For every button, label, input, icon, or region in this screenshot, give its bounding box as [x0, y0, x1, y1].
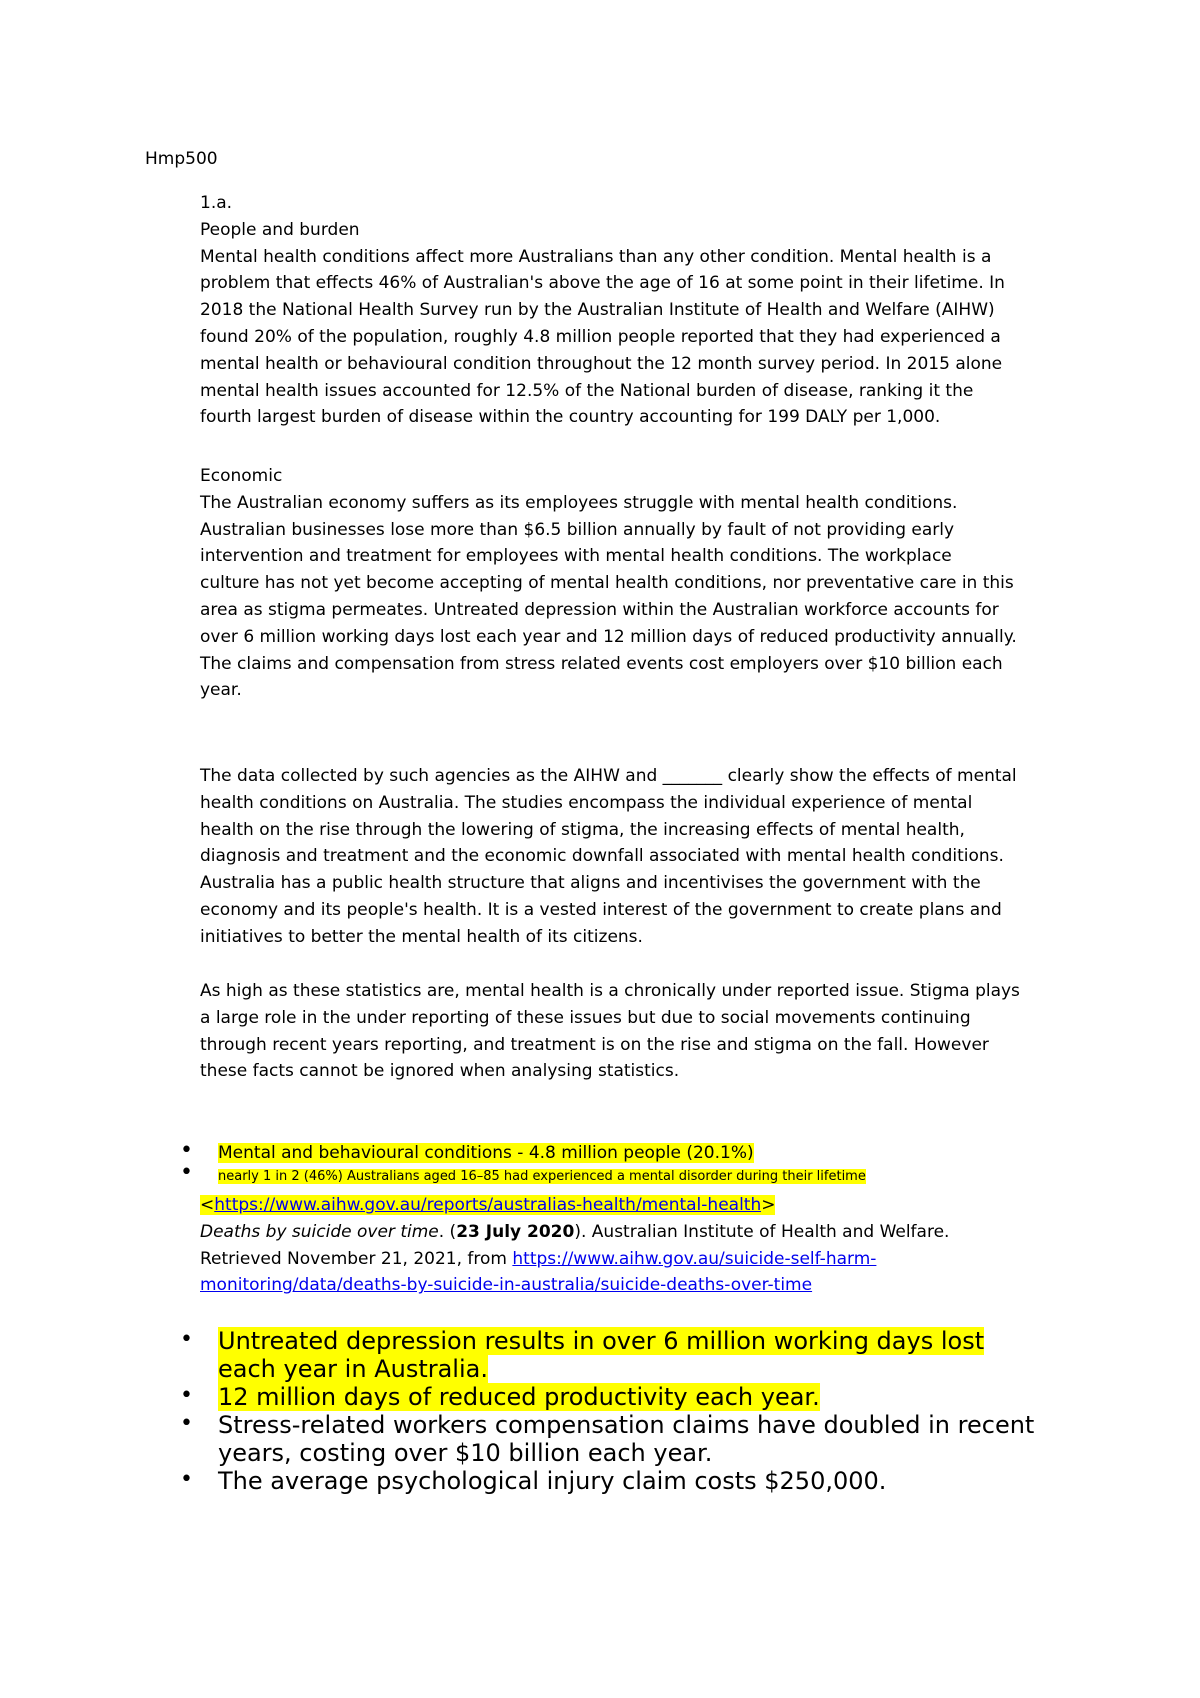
section-data-collected — [200, 763, 1080, 951]
paragraph-line: fourth largest burden of disease within the country accounting for 199 DALY per 1,000. — [200, 407, 941, 428]
section-statistics — [200, 978, 1080, 1085]
citation-separator: . ( — [438, 1221, 457, 1242]
paragraph-line: over 6 million working days lost each year and 12 million days of reduced productivity annually. — [200, 626, 1017, 647]
question-label: 1.a. — [200, 193, 233, 213]
url-open-bracket: < — [200, 1195, 215, 1215]
paragraph-line: mental health issues accounted for 12.5% of the National burden of disease, ranking it the — [200, 380, 974, 401]
paragraph-line: economy and its people's health. It is a vested interest of the government to create plans and — [200, 899, 1002, 920]
citation-line — [200, 1219, 1080, 1246]
citation-date: 23 July 2020 — [456, 1221, 575, 1242]
paragraph-line: intervention and treatment for employees with mental health conditions. The workplace — [200, 546, 952, 567]
key-facts-list — [180, 1327, 1080, 1495]
paragraph-line: these facts cannot be ignored when analysing statistics. — [200, 1061, 680, 1082]
paragraph-line: a large role in the under reporting of these issues but due to social movements continuing — [200, 1007, 971, 1028]
highlighted-text: nearly 1 in 2 (46%) Australians aged 16–85 had experienced a mental disorder during their lifetime — [218, 1169, 866, 1184]
paragraph-line: Australian businesses lose more than $6.5 billion annually by fault of not providing early — [200, 519, 955, 540]
citation-publisher: ). Australian Institute of Health and Welfare. — [574, 1221, 950, 1242]
aihw-mental-health-link[interactable]: https://www.aihw.gov.au/reports/australias-health/mental-health — [214, 1195, 762, 1215]
suicide-deaths-link[interactable]: https://www.aihw.gov.au/suicide-self-harm- — [512, 1248, 877, 1269]
suicide-deaths-link-cont[interactable]: monitoring/data/deaths-by-suicide-in-australia/suicide-deaths-over-time — [200, 1275, 813, 1296]
fact-text: The average psychological injury claim costs $250,000. — [218, 1467, 887, 1495]
list-item — [180, 1140, 1080, 1166]
document-title: Hmp500 — [145, 149, 218, 169]
section-people-and-burden — [200, 190, 1080, 431]
paragraph-line: The data collected by such agencies as the AIHW and _______ clearly show the effects of mental — [200, 766, 1017, 786]
paragraph-line: mental health or behavioural condition throughout the 12 month survey period. In 2015 alone — [200, 353, 1003, 374]
list-item — [180, 1327, 1080, 1383]
retrieved-line — [200, 1246, 1080, 1273]
highlighted-text: Untreated depression results in over 6 million working days lost — [218, 1327, 985, 1355]
section-heading: People and burden — [200, 219, 360, 240]
paragraph-line: area as stigma permeates. Untreated depression within the Australian workforce accounts for — [200, 599, 999, 620]
citation-title: Deaths by suicide over time — [200, 1221, 439, 1242]
list-item — [180, 1411, 1080, 1467]
retrieved-text: Retrieved November 21, 2021, from — [200, 1248, 513, 1269]
highlighted-text: 12 million days of reduced productivity each year. — [218, 1383, 820, 1411]
section-heading: Economic — [200, 466, 283, 486]
paragraph-line: year. — [200, 680, 242, 701]
list-item — [180, 1383, 1080, 1411]
highlighted-text: each year in Australia. — [218, 1355, 488, 1383]
list-item — [180, 1166, 1080, 1188]
paragraph-line: As high as these statistics are, mental health is a chronically under reported issue. Stigma plays — [200, 981, 1020, 1001]
highlighted-bullet-list — [180, 1140, 1080, 1188]
highlighted-text: Mental and behavioural conditions - 4.8 million people (20.1%) — [218, 1143, 754, 1163]
paragraph-line: problem that effects 46% of Australian's above the age of 16 at some point in their lifetime. In — [200, 273, 1005, 294]
paragraph-line: diagnosis and treatment and the economic downfall associated with mental health conditions. — [200, 846, 1004, 867]
paragraph-line: found 20% of the population, roughly 4.8 million people reported that they had experienced a — [200, 326, 1001, 347]
paragraph-line: The Australian economy suffers as its employees struggle with mental health conditions. — [200, 492, 958, 513]
paragraph-line: Mental health conditions affect more Australians than any other condition. Mental health is a — [200, 246, 992, 267]
retrieved-line-cont — [200, 1272, 1080, 1299]
list-item — [180, 1467, 1080, 1495]
url-close-bracket: > — [761, 1195, 776, 1215]
reference-url-line — [200, 1192, 1080, 1219]
paragraph-line: The claims and compensation from stress related events cost employers over $10 billion each — [200, 653, 1003, 674]
references — [200, 1192, 1080, 1299]
paragraph-line: initiatives to better the mental health of its citizens. — [200, 926, 643, 947]
fact-text: years, costing over $10 billion each year. — [218, 1439, 713, 1467]
paragraph-line: health conditions on Australia. The studies encompass the individual experience of mental — [200, 792, 973, 813]
paragraph-line: Australia has a public health structure that aligns and incentivises the government with the — [200, 873, 981, 894]
paragraph-line: health on the rise through the lowering of stigma, the increasing effects of mental health, — [200, 819, 965, 840]
paragraph-line: through recent years reporting, and treatment is on the rise and stigma on the fall. However — [200, 1034, 989, 1055]
paragraph-line: culture has not yet become accepting of mental health conditions, nor preventative care in this — [200, 573, 1014, 594]
paragraph-line: 2018 the National Health Survey run by the Australian Institute of Health and Welfare (AIHW) — [200, 300, 995, 321]
section-economic — [200, 463, 1080, 704]
fact-text: Stress-related workers compensation claims have doubled in recent — [218, 1411, 1035, 1439]
